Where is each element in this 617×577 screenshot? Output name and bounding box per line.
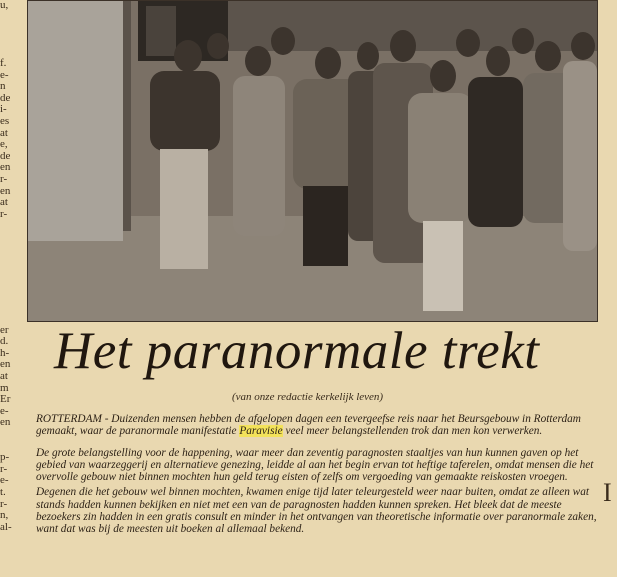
column-fragment-line bbox=[0, 278, 22, 290]
byline: (van onze redactie kerkelijk leven) bbox=[232, 391, 384, 403]
column-fragment-line: e- bbox=[0, 474, 9, 487]
column-fragment-line: at bbox=[0, 126, 8, 139]
column-fragment-line bbox=[0, 35, 22, 47]
column-fragment-line: at bbox=[0, 370, 8, 382]
column-fragment-line: r- bbox=[0, 462, 8, 475]
column-fragment-line: en bbox=[0, 358, 11, 371]
column-fragment-line bbox=[0, 232, 22, 244]
column-fragment-line bbox=[0, 290, 22, 302]
column-fragment-line: u, bbox=[0, 0, 9, 11]
highlighted-term: Paravisie bbox=[239, 425, 283, 438]
column-fragment-line: en bbox=[0, 184, 11, 197]
column-fragment-line bbox=[0, 220, 22, 232]
column-fragment-line: n, bbox=[0, 509, 9, 522]
column-fragment-line: es bbox=[0, 114, 10, 127]
headline: Het paranormale trekt bbox=[54, 322, 540, 380]
column-fragment-line: en bbox=[0, 161, 11, 174]
column-fragment-line: e- bbox=[0, 68, 9, 81]
column-fragment-line bbox=[0, 313, 22, 325]
column-fragment-line bbox=[0, 429, 22, 441]
article-paragraph: De grote belangstelling voor de happening, waar meer dan zeventig paragnosten staaltjes van hun kunnen gaven op het gebied van waarzeggerij en alternatieve genezing, leidde al aan het begin ervan tot heftige taferelen, omdat mensen die het overvolle gebouw niet binnen mochten hun geld terug eisten of zelfs om vergoeding van gemaakte reiskosten vroegen. bbox=[36, 446, 594, 484]
paragraph-text: ROTTERDAM - Duizenden mensen hebben de afgelopen dagen een tevergeefse reis naar het Beursgebouw in Rotterdam gemaakt, waar de paranormale manifestatie bbox=[36, 413, 581, 438]
column-fragment-line: p- bbox=[0, 451, 10, 464]
article-paragraph: Degenen die het gebouw wel binnen mochten, kwamen enige tijd later teleurgesteld weer naar buiten, omdat ze alleen wat stands hadden kunnen bekijken en niet met een van de paragnosten hadden kunnen spreken. Het bleek dat de meeste bezoekers zin hadden in een gratis consult en minder in het ontvangen van theoretische informatie over paranormale zaken, want dat was bij de meesten uit boeken al allemaal bekend. bbox=[36, 486, 597, 536]
column-fragment-line: Er bbox=[0, 393, 11, 406]
column-fragment-line: at bbox=[0, 196, 8, 209]
column-fragment-line: de bbox=[0, 91, 11, 104]
article-paragraph bbox=[36, 413, 604, 438]
column-fragment-line bbox=[0, 301, 22, 313]
column-fragment-line bbox=[0, 12, 22, 24]
adjacent-column-fragment: I bbox=[603, 478, 612, 507]
column-fragment-line: r- bbox=[0, 172, 8, 185]
paragraph-text: veel meer belangstellenden trok dan men kon verwerken. bbox=[282, 425, 543, 438]
column-fragment-line: r- bbox=[0, 497, 8, 510]
column-fragment-line bbox=[0, 267, 22, 279]
article-body bbox=[36, 413, 604, 545]
adjacent-column-fragment bbox=[0, 0, 22, 577]
column-fragment-line: er bbox=[0, 323, 9, 336]
crowd-photo bbox=[27, 0, 598, 322]
column-fragment-line: n bbox=[0, 80, 6, 93]
column-fragment-line bbox=[0, 255, 22, 267]
column-fragment-line: m bbox=[0, 381, 9, 394]
column-fragment-line: t. bbox=[0, 485, 6, 498]
column-fragment-line bbox=[0, 23, 22, 35]
column-fragment-line: de bbox=[0, 149, 11, 162]
column-fragment-line: d. bbox=[0, 335, 9, 348]
column-fragment-line: e, bbox=[0, 138, 8, 151]
column-fragment-line: i- bbox=[0, 103, 7, 116]
column-fragment-line: en bbox=[0, 416, 11, 429]
column-fragment-line: h- bbox=[0, 346, 10, 359]
column-fragment-line: f. bbox=[0, 56, 7, 69]
column-fragment-line bbox=[0, 243, 22, 255]
column-fragment-line: e- bbox=[0, 404, 9, 417]
column-fragment-line: r- bbox=[0, 207, 8, 220]
column-fragment-line: al- bbox=[0, 520, 12, 533]
